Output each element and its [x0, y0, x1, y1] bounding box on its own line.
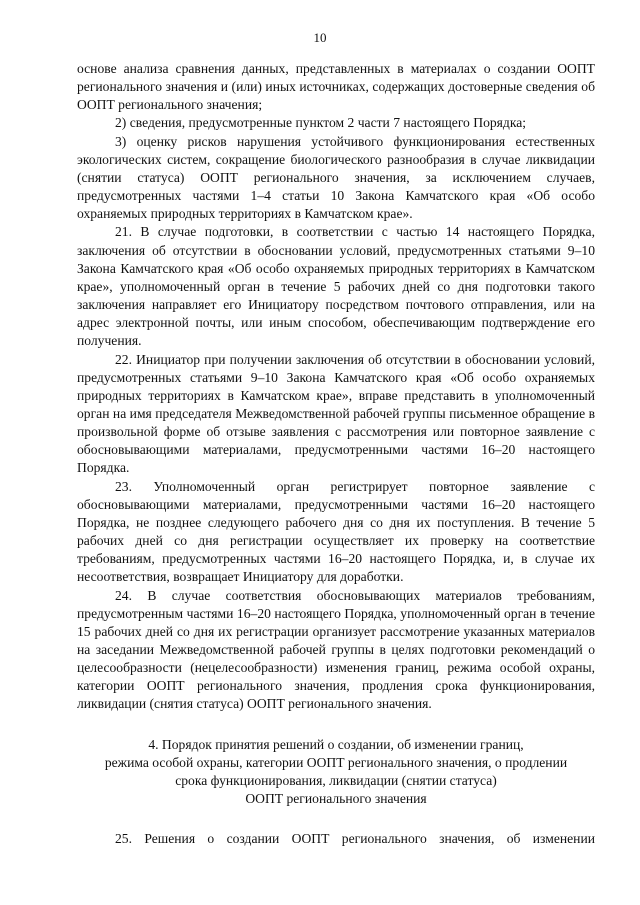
paragraph-23: 23. Уполномоченный орган регистрирует повторное заявление с обосновывающими материалами, предусмотренными частями 16–20 настоящего Порядка, не позднее следующего рабочего дня со дня их поступления. В течение 5 рабочих дней со дня регистрации осуществляет их проверку на соответствие требованиям, предусмотренных частями 16–20 настоящего Порядка, и, в случае их несоответствия, возвращает Инициатору для доработки.	[77, 478, 595, 585]
section-heading	[77, 736, 595, 809]
paragraph-continuation: основе анализа сравнения данных, представленных в материалах о создании ООПТ регионального значения и (или) иных источниках, содержащих достоверные сведения об ООПТ регионального значения;	[77, 61, 595, 113]
page-number: 10	[313, 30, 327, 45]
section-heading-line: срока функционирования, ликвидации (снятии статуса)	[175, 772, 497, 788]
paragraph-item-3: 3) оценку рисков нарушения устойчивого функционирования естественных экологических систем, сокращение биологического разнообразия в случае ликвидации (снятии статуса) ООПТ регионального значения, за исключением случаев, предусмотренных частями 1–4 статьи 10 Закона Камчатского края «Об особо охраняемых природных территориях в Камчатском крае».	[77, 133, 595, 222]
section-heading-line: режима особой охраны, категории ООПТ регионального значения, о продлении	[104, 754, 568, 770]
paragraph-24: 24. В случае соответствия обосновывающих материалов требованиям, предусмотренным частями 16–20 настоящего Порядка, уполномоченный орган в течение 15 рабочих дней со дня их регистрации организует рассмотрение указанных материалов на заседании Межведомственной рабочей группы в целях подготовки рекомендаций о целесообразности (нецелесообразности) изменения границ, режима особой охраны, категории ООПТ регионального значения, продления срока функционирования, ликвидации (снятия статуса) ООПТ регионального значения.	[77, 587, 595, 712]
paragraph-21: 21. В случае подготовки, в соответствии с частью 14 настоящего Порядка, заключения об отсутствии в обосновании условий, предусмотренных статьями 9–10 Закона Камчатского края «Об особо охраняемых природных территориях в Камчатском крае», уполномоченный орган в течение 5 рабочих дней со дня подготовки такого заключения направляет его Инициатору посредством почтового отправления, или на адрес электронной почты, или иным способом, обеспечивающим подтверждение его получения.	[77, 224, 595, 349]
paragraph-25: 25. Решения о создании ООПТ регионального значения, об изменении	[115, 831, 595, 847]
paragraph-item-2: 2) сведения, предусмотренные пунктом 2 части 7 настоящего Порядка;	[115, 115, 527, 131]
paragraph-22: 22. Инициатор при получении заключения об отсутствии в обосновании условий, предусмотренных статьями 9–10 Закона Камчатского края «Об особо охраняемых природных территориях в Камчатском крае», вправе представить в уполномоченный орган на имя председателя Межведомственной рабочей группы письменное обращение в произвольной форме об отзыве заявления с рассмотрения или повторное заявление с обосновывающими материалами, предусмотренными частями 16–20 настоящего Порядка.	[77, 351, 595, 476]
section-heading-line: ООПТ регионального значения	[245, 791, 427, 807]
section-heading-line: 4. Порядок принятия решений о создании, об изменении границ,	[148, 736, 524, 752]
document-body	[77, 60, 595, 848]
